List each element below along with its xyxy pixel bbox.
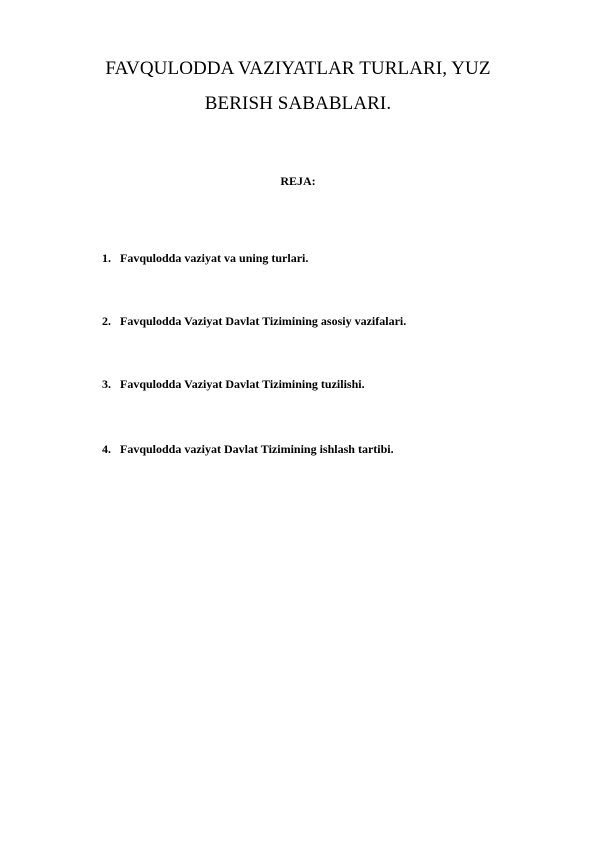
plan-item-text: Favqulodda Vaziyat Davlat Tizimining tuzilishi. <box>120 377 365 391</box>
plan-item-text: Favqulodda vaziyat va uning turlari. <box>120 251 309 265</box>
plan-item <box>102 251 308 265</box>
plan-heading: REJA: <box>280 174 316 188</box>
plan-item-number: 3. <box>102 377 111 391</box>
plan-item-text: Favqulodda vaziyat Davlat Tizimining ishlash tartibi. <box>120 442 394 456</box>
plan-item-number: 4. <box>102 442 111 456</box>
plan-item <box>102 442 394 456</box>
plan-item <box>102 377 365 391</box>
plan-item <box>102 314 406 328</box>
document-title-line-2: BERISH SABABLARI. <box>204 93 392 114</box>
plan-item-text: Favqulodda Vaziyat Davlat Tizimining asosiy vazifalari. <box>120 314 407 328</box>
document-title-line-1: FAVQULODDA VAZIYATLAR TURLARI, YUZ <box>105 58 491 79</box>
plan-item-number: 1. <box>102 251 111 265</box>
plan-item-number: 2. <box>102 314 111 328</box>
